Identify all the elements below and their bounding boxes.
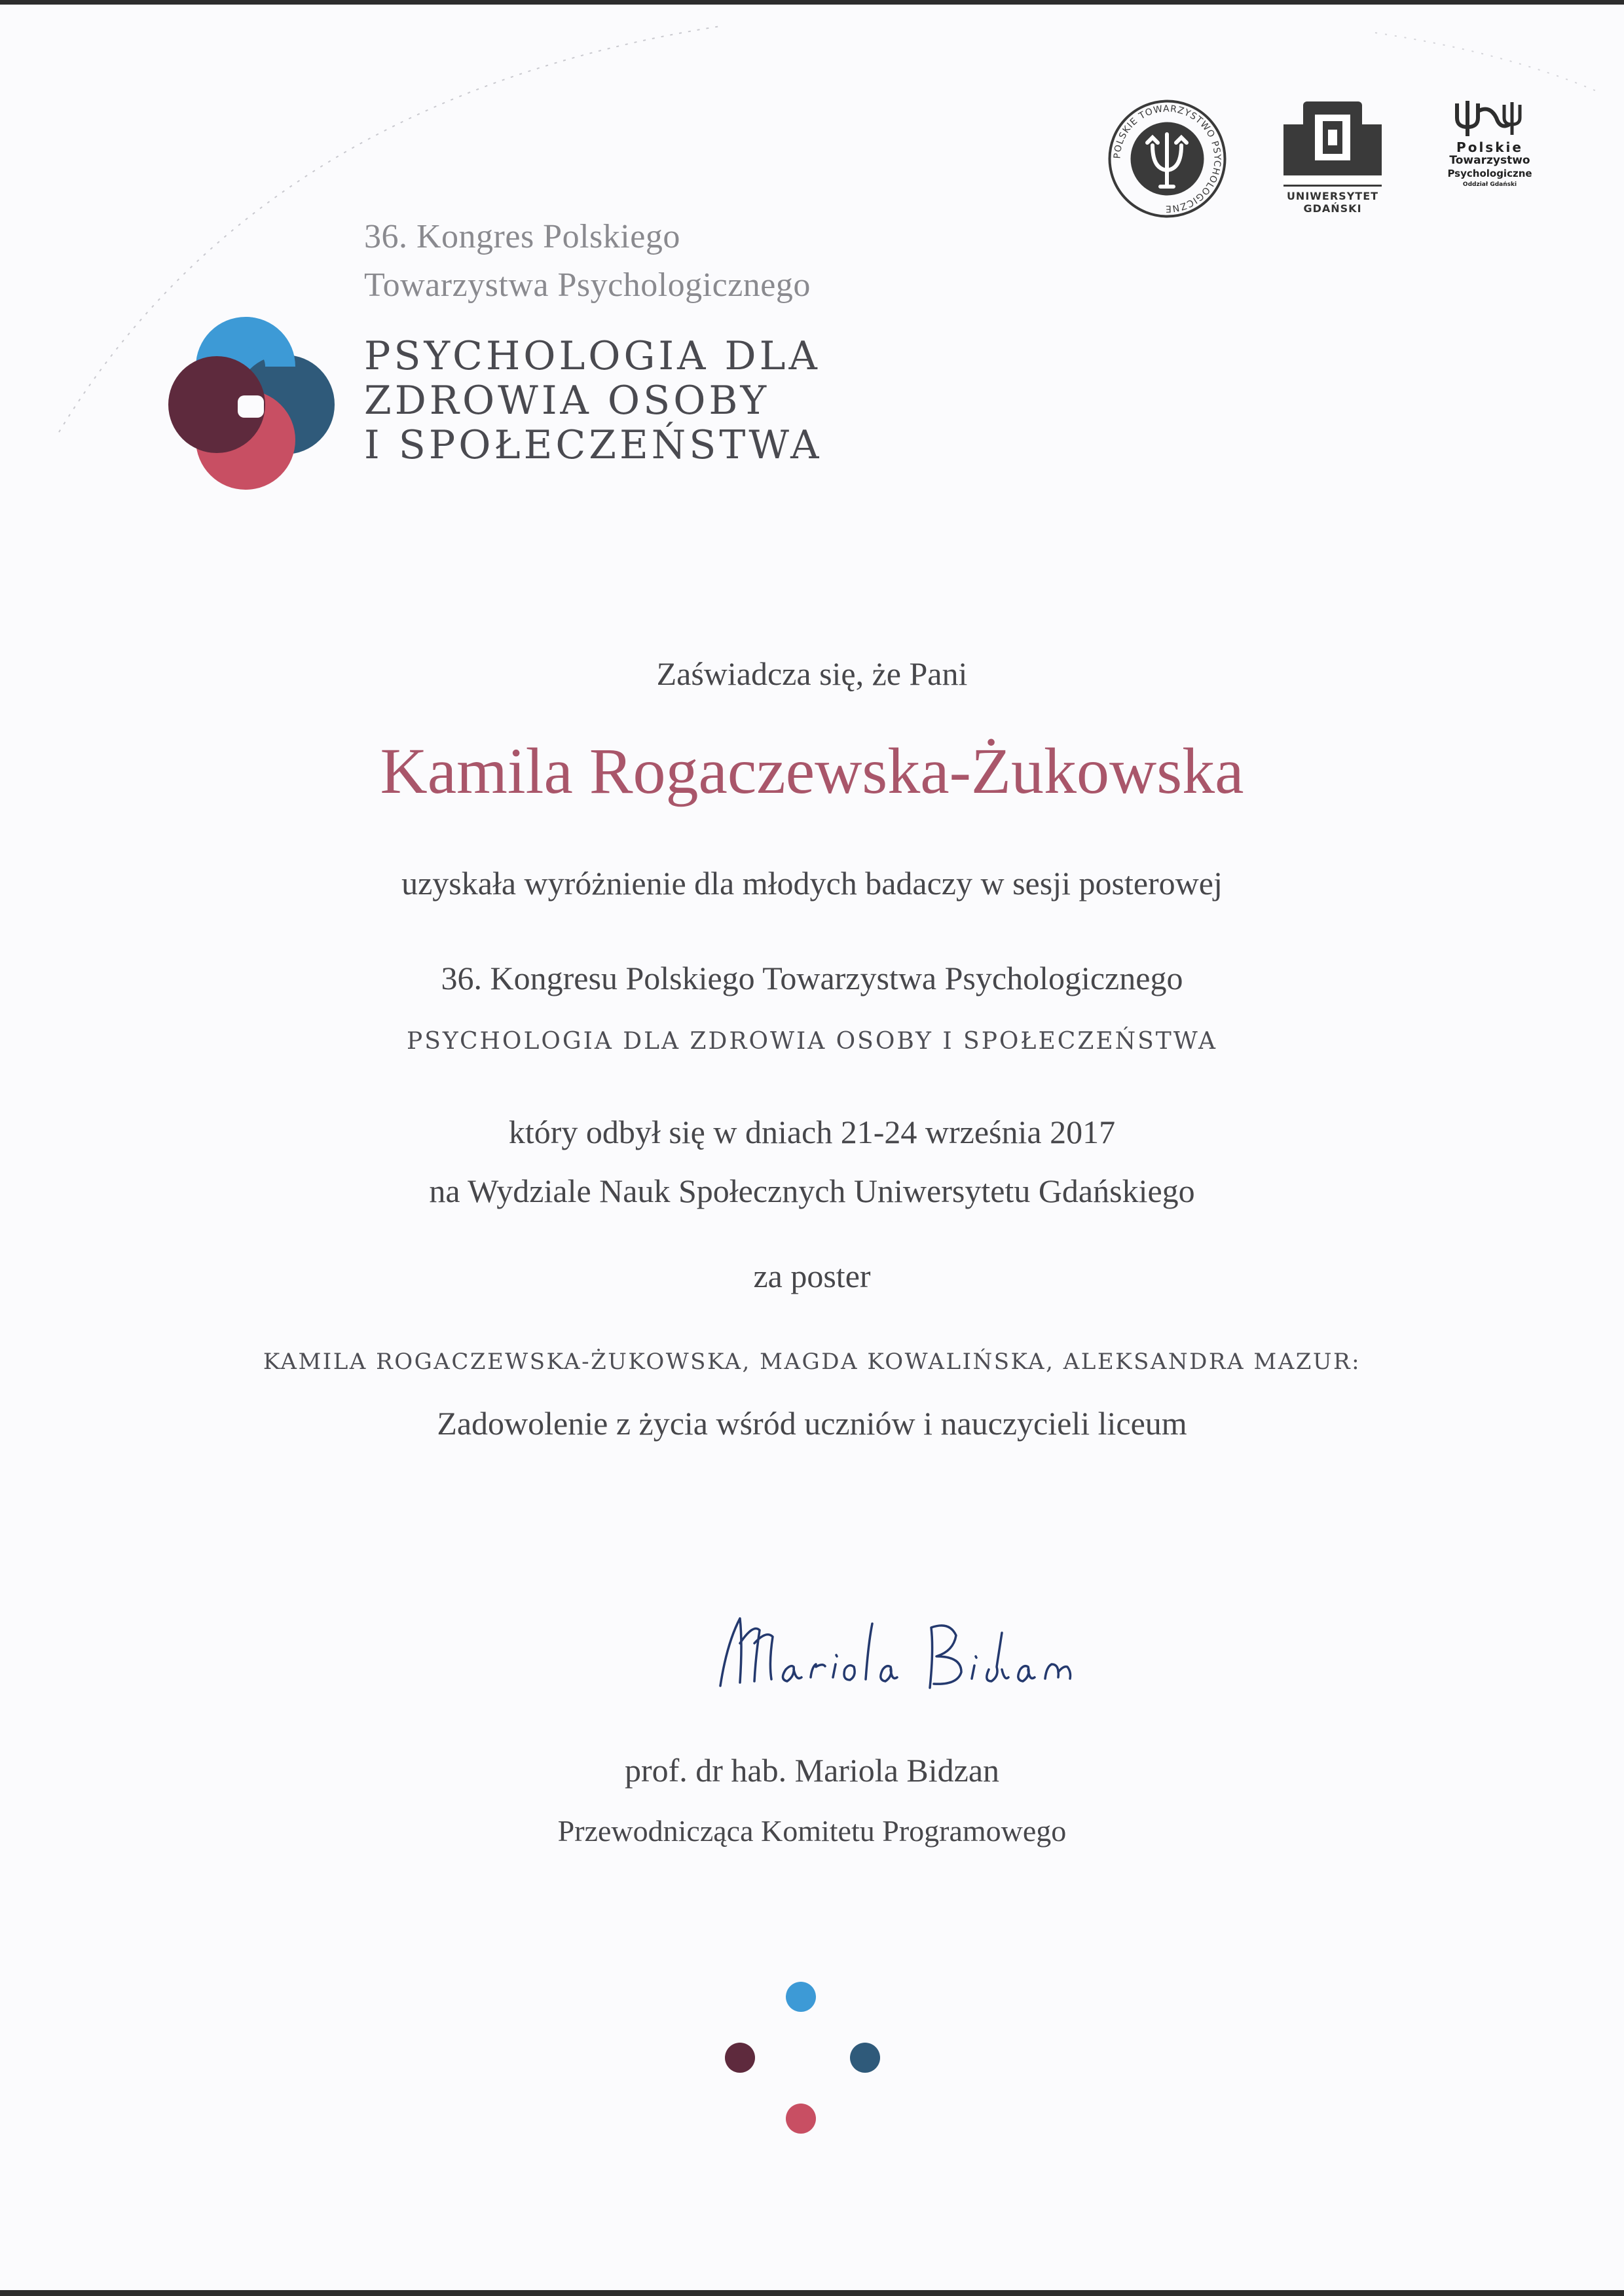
ug-label: UNIWERSYTET GDAŃSKI xyxy=(1286,190,1379,215)
signature-text xyxy=(714,1604,718,1605)
congress-line: 36. Kongresu Polskiego Towarzystwa Psychologicznego xyxy=(441,960,1183,996)
congress-title-line1: PSYCHOLOGIA DLA xyxy=(364,333,821,379)
ptp-label-2: Towarzystwo xyxy=(1449,154,1530,167)
for-poster-line: za poster xyxy=(753,1258,871,1294)
logo-ug xyxy=(1257,98,1408,215)
congress-subtitle-line2: Towarzystwa Psychologicznego xyxy=(364,266,811,304)
congress-subtitle-line1: 36. Kongres Polskiego xyxy=(364,218,680,255)
ptp-label-3: Psychologiczne xyxy=(1447,168,1532,179)
dot-rose xyxy=(786,2104,816,2134)
pto-seal-text: POLSKIE TOWARZYSTWO PSYCHOLOGICZNE xyxy=(1112,103,1223,214)
bottom-edge-line xyxy=(0,2290,1624,2296)
signatory-role: Przewodnicząca Komitetu Programowego xyxy=(557,1814,1067,1848)
congress-title-line3: I SPOŁECZEŃSTWA xyxy=(364,422,822,468)
recipient-name: Kamila Rogaczewska-Żukowska xyxy=(380,735,1244,807)
certifies-line: Zaświadcza się, że Pani xyxy=(656,655,968,692)
dot-maroon xyxy=(725,2043,755,2073)
poster-title: Zadowolenie z życia wśród uczniów i nauczycieli liceum xyxy=(437,1405,1187,1442)
signatory-name: prof. dr hab. Mariola Bidzan xyxy=(624,1752,1000,1789)
authors-line: KAMILA ROGACZEWSKA-ŻUKOWSKA, MAGDA KOWALIŃSKA, ALEKSANDRA MAZUR: xyxy=(263,1349,1361,1375)
dot-blue xyxy=(786,1982,816,2012)
handwritten-signature xyxy=(714,1604,1094,1715)
psi-icon xyxy=(1444,98,1536,137)
ptp-label-4: Oddział Gdański xyxy=(1462,181,1517,188)
congress-logo-icon xyxy=(167,314,337,491)
venue-line: na Wydziale Nauk Społecznych Uniwersytetu Gdańskiego xyxy=(429,1173,1195,1209)
ptp-label-1: Polskie xyxy=(1456,139,1523,155)
dates-line: który odbył się w dniach 21-24 września 2017 xyxy=(508,1114,1116,1150)
congress-subtitle xyxy=(364,213,811,310)
logo-pto-seal xyxy=(1107,98,1228,219)
congress-title-line2: ZDROWIA OSOBY xyxy=(364,378,770,424)
congress-title-inline: PSYCHOLOGIA DLA ZDROWIA OSOBY I SPOŁECZEŃSTWA xyxy=(406,1028,1218,1055)
congress-title xyxy=(364,334,822,467)
award-line: uzyskała wyróżnienie dla młodych badaczy w sesji posterowej xyxy=(401,865,1223,902)
dot-slate xyxy=(850,2043,880,2073)
ug-emblem-icon xyxy=(1257,98,1408,190)
logo-ptp xyxy=(1444,98,1536,203)
